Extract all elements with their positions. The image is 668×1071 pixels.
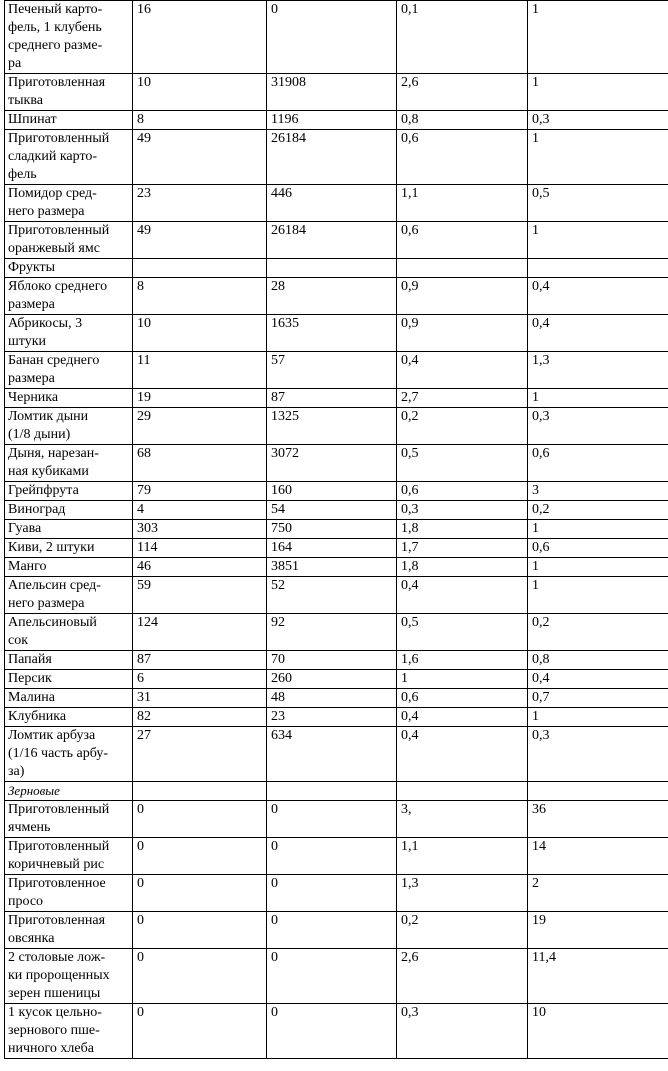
food-name-cell: Папайя bbox=[5, 651, 133, 670]
value-cell-4: 1 bbox=[528, 74, 668, 111]
value-cell-1: 31 bbox=[133, 689, 267, 708]
value-cell-2: 3851 bbox=[267, 558, 397, 577]
table-row bbox=[5, 74, 668, 111]
value-cell-3: 1,8 bbox=[397, 558, 528, 577]
value-cell-2: 0 bbox=[267, 912, 397, 949]
food-name-cell: Приготовленный оранжевый ямс bbox=[5, 222, 133, 259]
value-cell-1: 8 bbox=[133, 111, 267, 130]
value-cell-3: 2,7 bbox=[397, 389, 528, 408]
value-cell-2: 87 bbox=[267, 389, 397, 408]
table-row bbox=[5, 801, 668, 838]
value-cell-3: 0,9 bbox=[397, 315, 528, 352]
value-cell-1: 0 bbox=[133, 875, 267, 912]
food-name-cell: Апельсиновый сок bbox=[5, 614, 133, 651]
food-name-cell: Яблоко среднего размера bbox=[5, 278, 133, 315]
value-cell-4: 0,7 bbox=[528, 689, 668, 708]
value-cell-3: 1,3 bbox=[397, 875, 528, 912]
food-name-cell: Приготовленный коричневый рис bbox=[5, 838, 133, 875]
value-cell-2: 92 bbox=[267, 614, 397, 651]
value-cell-3: 0,3 bbox=[397, 501, 528, 520]
value-cell-2: 57 bbox=[267, 352, 397, 389]
value-cell-4: 11,4 bbox=[528, 949, 668, 1004]
value-cell-2: 164 bbox=[267, 539, 397, 558]
value-cell-1: 27 bbox=[133, 727, 267, 782]
value-cell-2: 160 bbox=[267, 482, 397, 501]
value-cell-2: 26184 bbox=[267, 130, 397, 185]
value-cell-2: 52 bbox=[267, 577, 397, 614]
table-row bbox=[5, 222, 668, 259]
value-cell-3: 0,3 bbox=[397, 1004, 528, 1059]
value-cell-4: 0,3 bbox=[528, 727, 668, 782]
value-cell-2: 28 bbox=[267, 278, 397, 315]
value-cell-3: 1,6 bbox=[397, 651, 528, 670]
food-name-cell: Малина bbox=[5, 689, 133, 708]
food-name-cell: Киви, 2 штуки bbox=[5, 539, 133, 558]
value-cell-1: 29 bbox=[133, 408, 267, 445]
food-name-cell: Ломтик дыни (1/8 дыни) bbox=[5, 408, 133, 445]
value-cell-3 bbox=[397, 259, 528, 278]
value-cell-3: 0,6 bbox=[397, 689, 528, 708]
value-cell-4: 0,4 bbox=[528, 670, 668, 689]
value-cell-1: 124 bbox=[133, 614, 267, 651]
table-row bbox=[5, 315, 668, 352]
food-name-cell: Гуава bbox=[5, 520, 133, 539]
value-cell-2: 1196 bbox=[267, 111, 397, 130]
food-name-cell: Банан среднего размера bbox=[5, 352, 133, 389]
value-cell-2: 48 bbox=[267, 689, 397, 708]
food-name-cell: Приготовленная тыква bbox=[5, 74, 133, 111]
value-cell-2: 634 bbox=[267, 727, 397, 782]
value-cell-3: 0,5 bbox=[397, 445, 528, 482]
value-cell-4: 1 bbox=[528, 520, 668, 539]
value-cell-1: 10 bbox=[133, 74, 267, 111]
value-cell-2: 70 bbox=[267, 651, 397, 670]
value-cell-1 bbox=[133, 782, 267, 801]
value-cell-1: 16 bbox=[133, 1, 267, 74]
value-cell-2: 0 bbox=[267, 875, 397, 912]
value-cell-4: 0,2 bbox=[528, 501, 668, 520]
food-name-cell: Черника bbox=[5, 389, 133, 408]
value-cell-4: 1 bbox=[528, 558, 668, 577]
value-cell-3: 2,6 bbox=[397, 74, 528, 111]
table-row bbox=[5, 408, 668, 445]
food-name-cell: Приготовленный ячмень bbox=[5, 801, 133, 838]
value-cell-3: 0,6 bbox=[397, 130, 528, 185]
section-row bbox=[5, 259, 668, 278]
value-cell-1: 4 bbox=[133, 501, 267, 520]
value-cell-4: 1 bbox=[528, 708, 668, 727]
food-name-cell: Приготовленное просо bbox=[5, 875, 133, 912]
table-row bbox=[5, 445, 668, 482]
value-cell-3 bbox=[397, 782, 528, 801]
value-cell-4: 0,8 bbox=[528, 651, 668, 670]
value-cell-4: 1 bbox=[528, 130, 668, 185]
value-cell-1: 19 bbox=[133, 389, 267, 408]
food-name-cell: Дыня, нарезан- ная кубиками bbox=[5, 445, 133, 482]
table-row bbox=[5, 539, 668, 558]
value-cell-2: 0 bbox=[267, 801, 397, 838]
food-name-cell: 1 кусок цельно- зернового пше- ничного хлеба bbox=[5, 1004, 133, 1059]
value-cell-4: 1,3 bbox=[528, 352, 668, 389]
nutrition-table-body bbox=[5, 1, 668, 1059]
value-cell-2: 446 bbox=[267, 185, 397, 222]
value-cell-1: 49 bbox=[133, 130, 267, 185]
value-cell-4: 0,3 bbox=[528, 408, 668, 445]
value-cell-1: 0 bbox=[133, 1004, 267, 1059]
value-cell-3: 0,9 bbox=[397, 278, 528, 315]
value-cell-3: 0,5 bbox=[397, 614, 528, 651]
value-cell-4: 19 bbox=[528, 912, 668, 949]
value-cell-2 bbox=[267, 259, 397, 278]
value-cell-3: 0,4 bbox=[397, 352, 528, 389]
food-name-cell: Шпинат bbox=[5, 111, 133, 130]
value-cell-4: 0,4 bbox=[528, 278, 668, 315]
value-cell-2: 750 bbox=[267, 520, 397, 539]
value-cell-4 bbox=[528, 782, 668, 801]
food-name-cell: Печеный карто- фель, 1 клубень среднего разме- ра bbox=[5, 1, 133, 74]
value-cell-3: 0,1 bbox=[397, 1, 528, 74]
value-cell-1: 59 bbox=[133, 577, 267, 614]
table-row bbox=[5, 1, 668, 74]
value-cell-1: 8 bbox=[133, 278, 267, 315]
table-row bbox=[5, 352, 668, 389]
value-cell-1: 0 bbox=[133, 949, 267, 1004]
food-name-cell: Клубника bbox=[5, 708, 133, 727]
food-name-cell: Манго bbox=[5, 558, 133, 577]
value-cell-3: 1,1 bbox=[397, 185, 528, 222]
food-name-cell: Виноград bbox=[5, 501, 133, 520]
value-cell-2: 3072 bbox=[267, 445, 397, 482]
table-row bbox=[5, 1004, 668, 1059]
value-cell-1: 0 bbox=[133, 838, 267, 875]
value-cell-1: 49 bbox=[133, 222, 267, 259]
value-cell-1: 23 bbox=[133, 185, 267, 222]
table-row bbox=[5, 727, 668, 782]
food-name-cell: Ломтик арбуза (1/16 часть арбу- за) bbox=[5, 727, 133, 782]
value-cell-2 bbox=[267, 782, 397, 801]
food-name-cell: Приготовленный сладкий карто- фель bbox=[5, 130, 133, 185]
table-row bbox=[5, 278, 668, 315]
food-name-cell: Персик bbox=[5, 670, 133, 689]
food-name-cell: 2 столовые лож- ки пророщенных зерен пшеницы bbox=[5, 949, 133, 1004]
value-cell-4: 0,5 bbox=[528, 185, 668, 222]
value-cell-4: 2 bbox=[528, 875, 668, 912]
value-cell-4: 1 bbox=[528, 389, 668, 408]
value-cell-2: 31908 bbox=[267, 74, 397, 111]
value-cell-1: 303 bbox=[133, 520, 267, 539]
value-cell-3: 0,2 bbox=[397, 408, 528, 445]
table-row bbox=[5, 875, 668, 912]
table-row bbox=[5, 482, 668, 501]
value-cell-3: 1,1 bbox=[397, 838, 528, 875]
value-cell-4: 0,4 bbox=[528, 315, 668, 352]
value-cell-4: 14 bbox=[528, 838, 668, 875]
table-row bbox=[5, 185, 668, 222]
table-row bbox=[5, 614, 668, 651]
value-cell-2: 26184 bbox=[267, 222, 397, 259]
table-row bbox=[5, 520, 668, 539]
value-cell-2: 1325 bbox=[267, 408, 397, 445]
value-cell-2: 0 bbox=[267, 1, 397, 74]
food-name-cell: Приготовленная овсянка bbox=[5, 912, 133, 949]
value-cell-1: 68 bbox=[133, 445, 267, 482]
value-cell-4: 3 bbox=[528, 482, 668, 501]
table-row bbox=[5, 838, 668, 875]
value-cell-1: 0 bbox=[133, 912, 267, 949]
value-cell-4: 0,6 bbox=[528, 445, 668, 482]
value-cell-2: 23 bbox=[267, 708, 397, 727]
food-name-cell: Апельсин сред- него размера bbox=[5, 577, 133, 614]
value-cell-3: 3, bbox=[397, 801, 528, 838]
table-row bbox=[5, 708, 668, 727]
value-cell-4: 36 bbox=[528, 801, 668, 838]
nutrition-table bbox=[4, 0, 668, 1059]
value-cell-4: 0,2 bbox=[528, 614, 668, 651]
value-cell-1: 79 bbox=[133, 482, 267, 501]
value-cell-4: 0,6 bbox=[528, 539, 668, 558]
table-row bbox=[5, 130, 668, 185]
value-cell-4: 1 bbox=[528, 222, 668, 259]
value-cell-3: 0,8 bbox=[397, 111, 528, 130]
value-cell-1: 10 bbox=[133, 315, 267, 352]
table-row bbox=[5, 577, 668, 614]
value-cell-3: 0,4 bbox=[397, 727, 528, 782]
value-cell-2: 54 bbox=[267, 501, 397, 520]
value-cell-3: 0,6 bbox=[397, 482, 528, 501]
value-cell-2: 0 bbox=[267, 1004, 397, 1059]
value-cell-2: 1635 bbox=[267, 315, 397, 352]
value-cell-4: 0,3 bbox=[528, 111, 668, 130]
value-cell-3: 0,4 bbox=[397, 708, 528, 727]
table-row bbox=[5, 501, 668, 520]
food-name-cell: Помидор сред- него размера bbox=[5, 185, 133, 222]
value-cell-2: 0 bbox=[267, 949, 397, 1004]
value-cell-3: 0,6 bbox=[397, 222, 528, 259]
value-cell-1: 6 bbox=[133, 670, 267, 689]
value-cell-2: 260 bbox=[267, 670, 397, 689]
value-cell-4: 1 bbox=[528, 577, 668, 614]
table-row bbox=[5, 558, 668, 577]
value-cell-3: 2,6 bbox=[397, 949, 528, 1004]
table-row bbox=[5, 949, 668, 1004]
value-cell-3: 1 bbox=[397, 670, 528, 689]
table-row bbox=[5, 389, 668, 408]
value-cell-3: 1,7 bbox=[397, 539, 528, 558]
section-title: Фрукты bbox=[5, 259, 133, 278]
value-cell-1: 114 bbox=[133, 539, 267, 558]
food-name-cell: Грейпфрута bbox=[5, 482, 133, 501]
value-cell-1: 87 bbox=[133, 651, 267, 670]
value-cell-4 bbox=[528, 259, 668, 278]
value-cell-3: 1,8 bbox=[397, 520, 528, 539]
section-title: Зерновые bbox=[5, 782, 133, 801]
value-cell-1: 82 bbox=[133, 708, 267, 727]
food-name-cell: Абрикосы, 3 штуки bbox=[5, 315, 133, 352]
table-row bbox=[5, 670, 668, 689]
value-cell-3: 0,2 bbox=[397, 912, 528, 949]
value-cell-1 bbox=[133, 259, 267, 278]
value-cell-4: 10 bbox=[528, 1004, 668, 1059]
table-row bbox=[5, 912, 668, 949]
section-row bbox=[5, 782, 668, 801]
table-row bbox=[5, 651, 668, 670]
value-cell-1: 0 bbox=[133, 801, 267, 838]
value-cell-2: 0 bbox=[267, 838, 397, 875]
table-row bbox=[5, 689, 668, 708]
value-cell-3: 0,4 bbox=[397, 577, 528, 614]
value-cell-4: 1 bbox=[528, 1, 668, 74]
table-row bbox=[5, 111, 668, 130]
value-cell-1: 11 bbox=[133, 352, 267, 389]
value-cell-1: 46 bbox=[133, 558, 267, 577]
